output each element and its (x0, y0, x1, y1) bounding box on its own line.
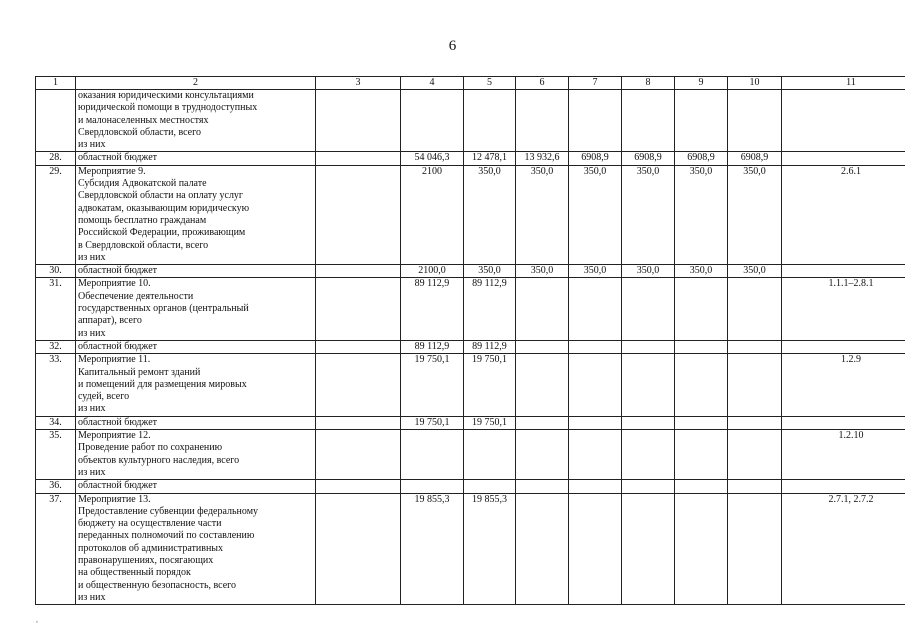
value-cell-c9: 350,0 (675, 165, 728, 264)
column-header: 6 (516, 77, 569, 90)
target-reference (782, 90, 905, 152)
value-cell-c8: 350,0 (622, 265, 675, 278)
target-reference (782, 416, 905, 429)
value-cell-c5: 350,0 (464, 265, 516, 278)
target-reference (782, 340, 905, 353)
value-cell-c6 (516, 480, 569, 493)
table-row (36, 354, 905, 416)
value-cell-c4: 19 750,1 (401, 416, 464, 429)
row-description: областной бюджет (76, 416, 316, 429)
table-row (36, 430, 905, 480)
row-description: Мероприятие 12. Проведение работ по сохранению объектов культурного наследия, всего из них (76, 430, 316, 480)
row-number: 35. (36, 430, 76, 480)
row-description: Мероприятие 11. Капитальный ремонт зданий и помещений для размещения мировых судей, всего из них (76, 354, 316, 416)
row-number (36, 90, 76, 152)
value-cell-c10 (728, 278, 782, 340)
value-cell-c7: 6908,9 (569, 152, 622, 165)
value-cell-c4: 2100,0 (401, 265, 464, 278)
value-cell-c6 (516, 416, 569, 429)
value-cell-c4: 89 112,9 (401, 278, 464, 340)
value-cell-c4 (401, 430, 464, 480)
table-row (36, 480, 905, 493)
table-row (36, 265, 905, 278)
value-cell-c5: 89 112,9 (464, 278, 516, 340)
table-row (36, 493, 905, 605)
value-cell-c10 (728, 416, 782, 429)
value-cell-c8 (622, 354, 675, 416)
value-cell-c3 (316, 340, 401, 353)
value-cell-c5: 12 478,1 (464, 152, 516, 165)
column-header: 3 (316, 77, 401, 90)
value-cell-c7 (569, 90, 622, 152)
target-reference: 2.7.1, 2.7.2 (782, 493, 905, 605)
value-cell-c9 (675, 278, 728, 340)
column-number-row (36, 77, 905, 90)
value-cell-c7 (569, 480, 622, 493)
value-cell-c6 (516, 493, 569, 605)
value-cell-c3 (316, 430, 401, 480)
value-cell-c3 (316, 265, 401, 278)
value-cell-c4 (401, 480, 464, 493)
row-number: 32. (36, 340, 76, 353)
column-header: 9 (675, 77, 728, 90)
value-cell-c10: 350,0 (728, 265, 782, 278)
row-number: 29. (36, 165, 76, 264)
value-cell-c6: 13 932,6 (516, 152, 569, 165)
scan-mark: , (36, 615, 38, 624)
value-cell-c9 (675, 90, 728, 152)
value-cell-c4: 54 046,3 (401, 152, 464, 165)
row-number: 30. (36, 265, 76, 278)
column-header: 10 (728, 77, 782, 90)
value-cell-c4: 19 750,1 (401, 354, 464, 416)
value-cell-c3 (316, 416, 401, 429)
column-header: 2 (76, 77, 316, 90)
value-cell-c9 (675, 480, 728, 493)
value-cell-c10 (728, 480, 782, 493)
row-description: областной бюджет (76, 340, 316, 353)
row-description: Мероприятие 10. Обеспечение деятельности государственных органов (центральный аппарат), всего из них (76, 278, 316, 340)
table-row (36, 165, 905, 264)
value-cell-c9 (675, 340, 728, 353)
value-cell-c10: 6908,9 (728, 152, 782, 165)
target-reference: 1.2.9 (782, 354, 905, 416)
column-header: 11 (782, 77, 905, 90)
row-number: 31. (36, 278, 76, 340)
value-cell-c9: 350,0 (675, 265, 728, 278)
value-cell-c7 (569, 278, 622, 340)
value-cell-c9 (675, 493, 728, 605)
value-cell-c8 (622, 430, 675, 480)
value-cell-c8 (622, 90, 675, 152)
column-header: 7 (569, 77, 622, 90)
row-number: 34. (36, 416, 76, 429)
row-number: 36. (36, 480, 76, 493)
value-cell-c3 (316, 354, 401, 416)
value-cell-c8 (622, 480, 675, 493)
value-cell-c3 (316, 165, 401, 264)
value-cell-c8 (622, 416, 675, 429)
value-cell-c3 (316, 493, 401, 605)
value-cell-c4 (401, 90, 464, 152)
value-cell-c8: 6908,9 (622, 152, 675, 165)
budget-table (35, 76, 905, 605)
value-cell-c10 (728, 354, 782, 416)
row-description: областной бюджет (76, 152, 316, 165)
column-header: 1 (36, 77, 76, 90)
page-number: 6 (448, 38, 457, 54)
value-cell-c3 (316, 278, 401, 340)
value-cell-c6 (516, 430, 569, 480)
row-description: областной бюджет (76, 480, 316, 493)
value-cell-c8 (622, 340, 675, 353)
row-description: Мероприятие 9. Субсидия Адвокатской палате Свердловской области на оплату услуг адвокатам, оказывающим юридическую помощь бесплатно гражданам Российской Федерации, проживающим в Свердловской области, всего из них (76, 165, 316, 264)
row-description: оказания юридическими консультациями юридической помощи в труднодоступных и малонаселенных местностях Свердловской области, всего из них (76, 90, 316, 152)
value-cell-c5: 350,0 (464, 165, 516, 264)
value-cell-c8 (622, 278, 675, 340)
value-cell-c10 (728, 340, 782, 353)
target-reference: 1.2.10 (782, 430, 905, 480)
row-number: 37. (36, 493, 76, 605)
value-cell-c10 (728, 493, 782, 605)
value-cell-c7: 350,0 (569, 265, 622, 278)
table-row (36, 152, 905, 165)
target-reference: 1.1.1–2.8.1 (782, 278, 905, 340)
value-cell-c6 (516, 340, 569, 353)
value-cell-c4: 89 112,9 (401, 340, 464, 353)
column-header: 5 (464, 77, 516, 90)
value-cell-c9 (675, 430, 728, 480)
value-cell-c6 (516, 354, 569, 416)
table-row (36, 416, 905, 429)
row-description: Мероприятие 13. Предоставление субвенции федеральному бюджету на осуществление части переданных полномочий по составлению протоколов об административных правонарушениях, посягающих на общественный порядок и общественную безопасность, всего из них (76, 493, 316, 605)
column-header: 8 (622, 77, 675, 90)
value-cell-c6 (516, 278, 569, 340)
value-cell-c4: 19 855,3 (401, 493, 464, 605)
value-cell-c7 (569, 354, 622, 416)
table-row (36, 278, 905, 340)
target-reference (782, 265, 905, 278)
row-description: областной бюджет (76, 265, 316, 278)
value-cell-c5: 89 112,9 (464, 340, 516, 353)
value-cell-c3 (316, 90, 401, 152)
value-cell-c5: 19 750,1 (464, 354, 516, 416)
value-cell-c5: 19 750,1 (464, 416, 516, 429)
table-row (36, 340, 905, 353)
value-cell-c6 (516, 90, 569, 152)
value-cell-c7 (569, 416, 622, 429)
value-cell-c7 (569, 340, 622, 353)
column-header: 4 (401, 77, 464, 90)
target-reference: 2.6.1 (782, 165, 905, 264)
value-cell-c10 (728, 90, 782, 152)
value-cell-c8: 350,0 (622, 165, 675, 264)
value-cell-c6: 350,0 (516, 165, 569, 264)
value-cell-c6: 350,0 (516, 265, 569, 278)
target-reference (782, 480, 905, 493)
value-cell-c5: 19 855,3 (464, 493, 516, 605)
value-cell-c9 (675, 354, 728, 416)
value-cell-c3 (316, 152, 401, 165)
value-cell-c3 (316, 480, 401, 493)
value-cell-c10: 350,0 (728, 165, 782, 264)
value-cell-c7 (569, 493, 622, 605)
value-cell-c5 (464, 430, 516, 480)
value-cell-c10 (728, 430, 782, 480)
row-number: 28. (36, 152, 76, 165)
value-cell-c4: 2100 (401, 165, 464, 264)
value-cell-c8 (622, 493, 675, 605)
value-cell-c5 (464, 480, 516, 493)
value-cell-c7: 350,0 (569, 165, 622, 264)
value-cell-c7 (569, 430, 622, 480)
value-cell-c9 (675, 416, 728, 429)
row-number: 33. (36, 354, 76, 416)
value-cell-c5 (464, 90, 516, 152)
table-row (36, 90, 905, 152)
target-reference (782, 152, 905, 165)
value-cell-c9: 6908,9 (675, 152, 728, 165)
